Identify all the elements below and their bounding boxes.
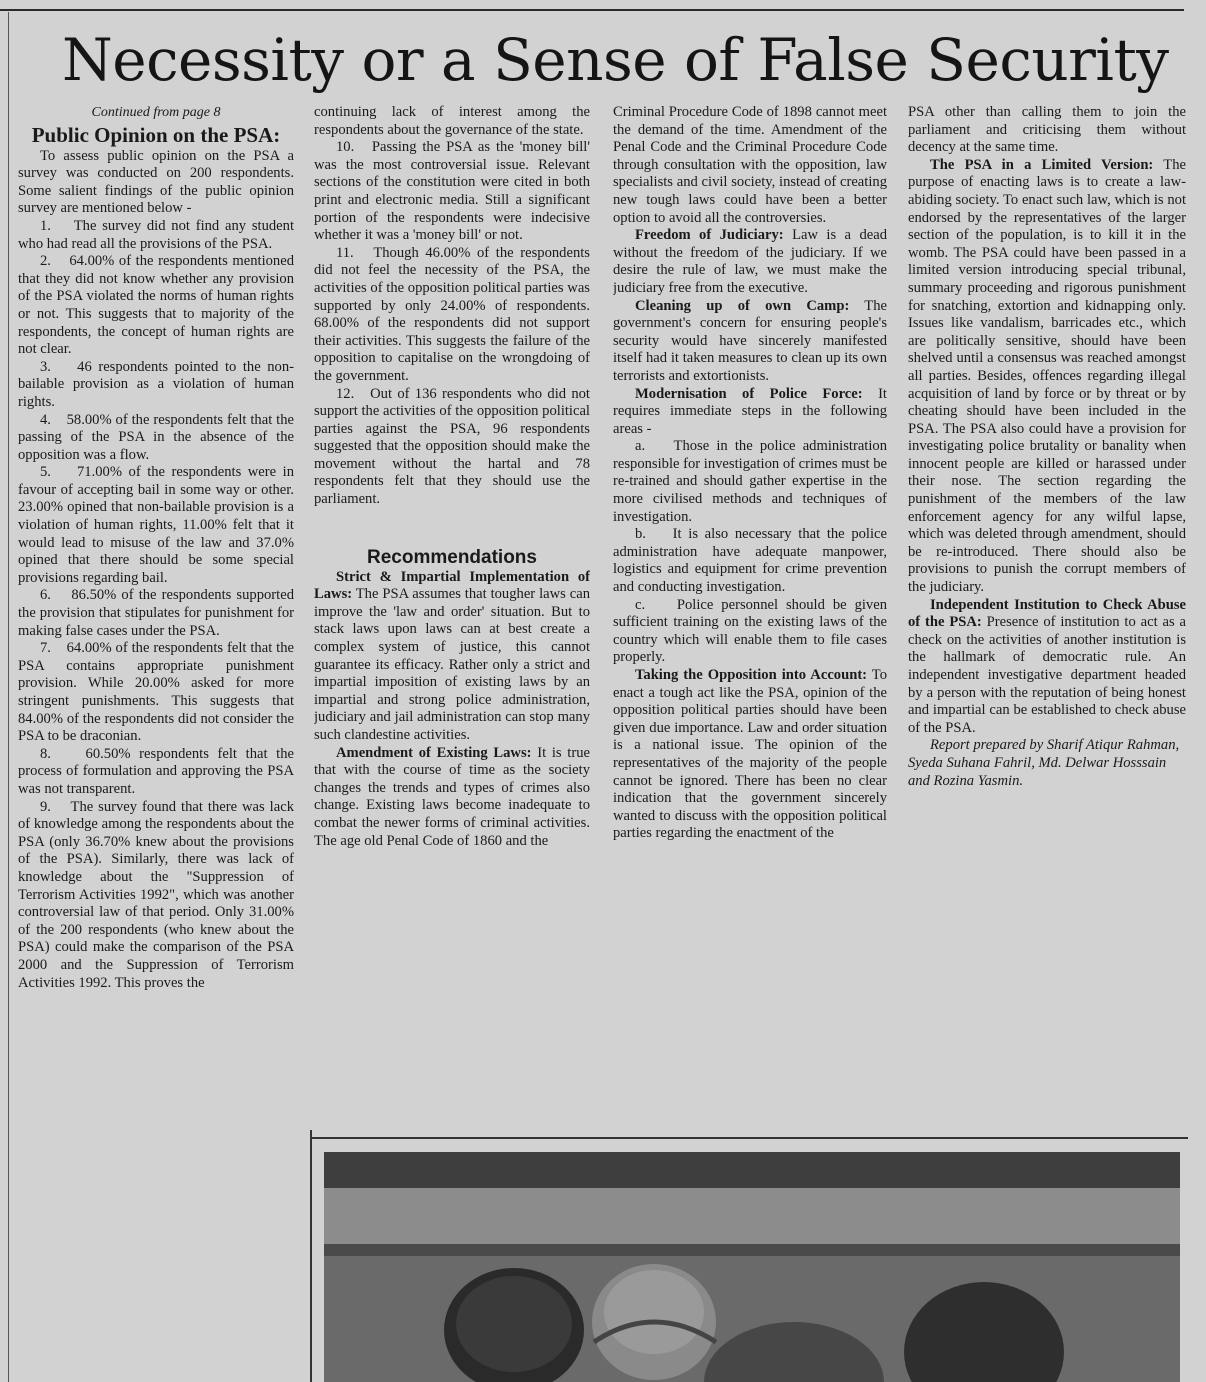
finding-5: 5. 71.00% of the respondents were in favour of accepting bail in some way or other. 23.00% opined that non-bailable provision is a violation of human rights, 11.00% felt that it would lead to misuse of the law and 37.0% opined that there should be some special provisions regarding bail. bbox=[18, 464, 294, 586]
police-item-c: c. Police personnel should be given sufficient training on the existing laws of the country which will enable them to file cases properly. bbox=[613, 596, 887, 666]
rec-independent-lead: Independent Institution to Check Abuse of the PSA: bbox=[908, 596, 1186, 631]
column-1 bbox=[18, 104, 294, 1366]
rec-amend-lead: Amendment of Existing Laws: bbox=[336, 744, 532, 761]
rec-camp-lead: Cleaning up of own Camp: bbox=[635, 297, 850, 314]
photo-illustration bbox=[324, 1152, 1180, 1382]
continuation-text: continuing lack of interest among the respondents about the governance of the state. bbox=[314, 104, 590, 138]
photo-divider bbox=[312, 1137, 1188, 1139]
rec-amend-paragraph bbox=[314, 745, 590, 851]
rec-opposition-lead: Taking the Opposition into Account: bbox=[635, 667, 868, 683]
finding-4: 4. 58.00% of the respondents felt that the passing of the PSA in the absence of the opposition was a flow. bbox=[18, 411, 294, 463]
section-title: Public Opinion on the PSA: bbox=[31, 122, 281, 147]
finding-7: 7. 64.00% of the respondents felt that the PSA contains appropriate punishment provision. While 20.00% asked for more stringent punishments. This suggests that 84.00% of the respondents did not consider the PSA to be draconian. bbox=[18, 640, 294, 745]
column-2 bbox=[314, 104, 590, 1124]
rec-police-paragraph bbox=[613, 386, 887, 439]
rec-police-lead: Modernisation of Police Force: bbox=[635, 385, 863, 402]
column-divider bbox=[310, 1130, 312, 1382]
left-rule bbox=[8, 12, 9, 1382]
rec-strict-paragraph bbox=[314, 569, 590, 745]
rec-strict-body: The PSA assumes that tougher laws can improve the 'law and order' situation. But to stack laws upon laws can at best create a complex system of justice, this cannot guarantee its efficacy. Rather only a strict and impartial imposition of existing laws by an impartial and strong police administration, judiciary and jail administration can stop many such clandestine activities. bbox=[314, 586, 590, 743]
finding-12: 12. Out of 136 respondents who did not support the activities of the opposition political parties against the PSA, 96 respondents suggested that the opposition should make the movement without the hartal and 78 respondents felt that they should use the parliament. bbox=[314, 385, 590, 508]
rec-strict-lead: Strict & Impartial Implementation of Laws: bbox=[314, 568, 590, 603]
rec-independent-body: Presence of institution to act as a check on the activities of another institution is the hallmark of democratic rule. An independent investigative department headed by a person with the reputation of being honest and impartial can be established to check abuse of the PSA. bbox=[908, 614, 1186, 736]
finding-9: 9. The survey found that there was lack of knowledge among the respondents about the PSA (only 36.70% knew about the provisions of the PSA). Similarly, there was lack of knowledge about the "Suppression of Terrorism Activities 1992", which was another controversial law of that period. Only 31.00% of the 200 respondents (who knew about the PSA) could make the comparison of the PSA 2000 and the Suppression of Terrorism Activities 1992. This proves the bbox=[18, 798, 294, 991]
rec-independent-paragraph bbox=[908, 597, 1186, 738]
column-3 bbox=[613, 104, 887, 1128]
top-rule bbox=[0, 9, 1184, 11]
continued-note: Continued from page 8 bbox=[91, 105, 221, 120]
rec-amend-body: It is true that with the course of time as the society changes the trends and types of crimes also change. Existing laws become inadequate to combat the newer forms of criminal activities. The age old Penal Code of 1860 and the bbox=[314, 744, 590, 849]
continuation-text: PSA other than calling them to join the parliament and criticising them without decency at the same time. bbox=[908, 104, 1186, 156]
finding-10: 10. Passing the PSA as the 'money bill' was the most controversial issue. Relevant sections of the constitution were cited in both print and electronic media. Still a significant portion of the respondents were indecisive whether it was a 'money bill' or not. bbox=[314, 139, 590, 244]
rec-limited-lead: The PSA in a Limited Version: bbox=[930, 156, 1154, 173]
rec-limited-paragraph bbox=[908, 157, 1186, 597]
finding-1: 1. The survey did not find any student who had read all the provisions of the PSA. bbox=[18, 217, 294, 252]
report-credit: Report prepared by Sharif Atiqur Rahman, Syeda Suhana Fahril, Md. Delwar Hosssain and Rozina Yasmin. bbox=[908, 737, 1180, 789]
rec-limited-body: The purpose of enacting laws is to create a law-abiding society. To enact such law, which is not endorsed by the representatives of the larger section of the population, is to kill it in the womb. The PSA could have been passed in a limited version introducing special tribunal, summary proceeding and rigorous punishment for snatching, extortion and kidnapping only. Issues like vandalism, barricades etc., which are politically sensitive, should have been shelved until a consensus was reached amongst all parties. Besides, offences regarding illegal acquisition of land by force or by threat or by cheating should have been included in the PSA. The PSA also could have a provision for investigating police brutality or banality when innocent people are killed or harassed under their nose. The section regarding the punishment of the members of the law enforcement agency for any wilful lapse, which was deleted through amendment, should be re-introduced. There should also be provisions to punish the corrupt members of the judiciary. bbox=[908, 156, 1186, 596]
rec-judiciary-paragraph bbox=[613, 227, 887, 297]
finding-3: 3. 46 respondents pointed to the non-bailable provision as a violation of human rights. bbox=[18, 358, 294, 410]
rec-opposition-body: To enact a tough act like the PSA, opinion of the opposition political parties should have been given due importance. Law and order situation is a national issue. The opinion of the representatives of the majority of the people cannot be ignored. There has been no clear indication that the government sincerely wanted to discuss with the opposition political parties regarding the enactment of the bbox=[613, 667, 887, 842]
paragraph: To assess public opinion on the PSA a survey was conducted on 200 respondents. Some salient findings of the public opinion survey are mentioned below - bbox=[18, 147, 294, 217]
rec-opposition-paragraph bbox=[613, 667, 887, 843]
rec-judiciary-lead: Freedom of Judiciary: bbox=[635, 227, 784, 244]
rec-camp-body: The government's concern for ensuring people's security would have sincerely manifested itself had it taken measures to clean up its own terrorists and extortionists. bbox=[613, 297, 887, 384]
headline: Necessity or a Sense of False Security bbox=[62, 26, 1169, 94]
police-item-a: a. Those in the police administration responsible for investigation of crimes must be re-trained and should gather expertise in the more civilised methods and techniques of investigation. bbox=[613, 438, 887, 525]
recommendations-heading: Recommendations bbox=[367, 546, 537, 568]
column-4 bbox=[908, 104, 1186, 1128]
rec-judiciary-body: Law is a dead without the freedom of the judiciary. If we desire the rule of law, we must make the judiciary free from the executive. bbox=[613, 227, 887, 296]
finding-8: 8. 60.50% respondents felt that the process of formulation and approving the PSA was not transparent. bbox=[18, 745, 294, 797]
rec-police-body: It requires immediate steps in the following areas - bbox=[613, 385, 887, 437]
continuation-text: Criminal Procedure Code of 1898 cannot meet the demand of the time. Amendment of the Penal Code and the Criminal Procedure Code through consultation with the opposition, law specialists and civil society, instead of creating new tough laws could have been a better option to avoid all the controversies. bbox=[613, 104, 887, 226]
news-photo bbox=[324, 1152, 1180, 1382]
finding-11: 11. Though 46.00% of the respondents did not feel the necessity of the PSA, the activities of the opposition political parties was supported by only 24.00% of respondents. 68.00% of the respondents did not support their activities. This suggests the failure of the opposition to capitalise on the wrongdoing of the government. bbox=[314, 244, 590, 384]
finding-2: 2. 64.00% of the respondents mentioned that they did not know whether any provision of the PSA violated the norms of human rights or not. This suggests that to majority of the respondents, the concept of human rights are not clear. bbox=[18, 253, 294, 358]
police-item-b: b. It is also necessary that the police administration have adequate manpower, logistics and equipment for crime prevention and conducting investigation. bbox=[613, 526, 887, 596]
finding-6: 6. 86.50% of the respondents supported the provision that stipulates for punishment for making false cases under the PSA. bbox=[18, 587, 294, 639]
rec-camp-paragraph bbox=[613, 298, 887, 386]
